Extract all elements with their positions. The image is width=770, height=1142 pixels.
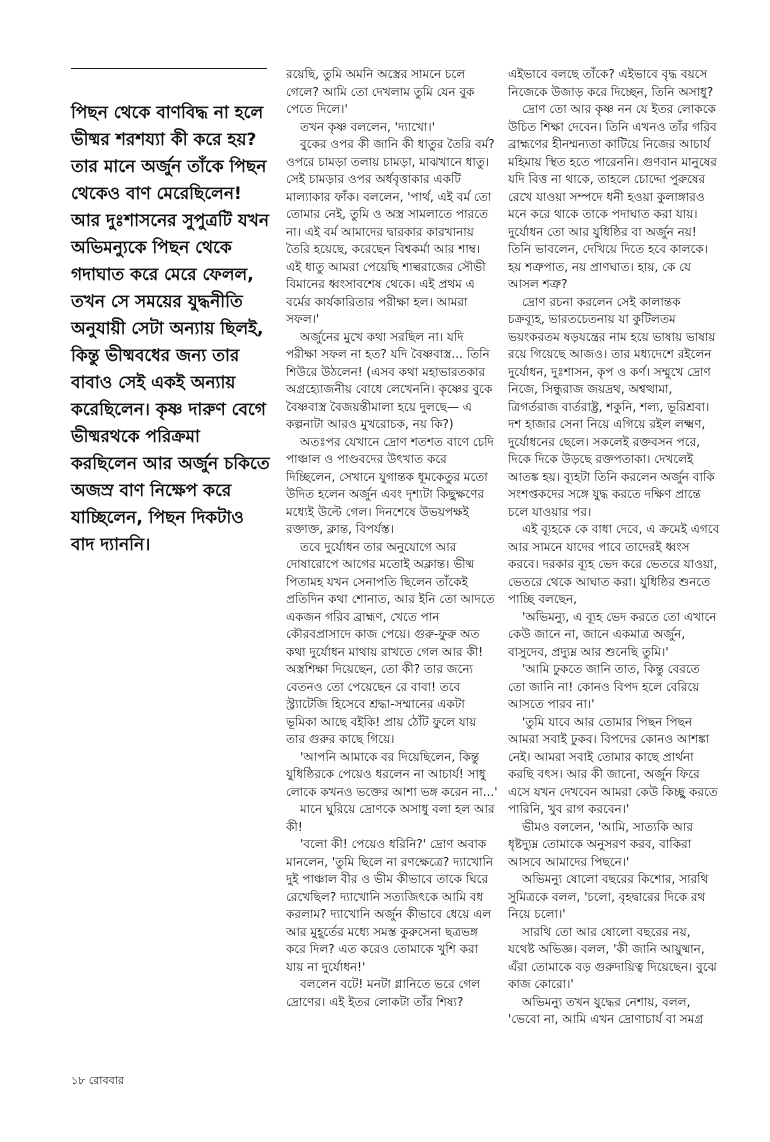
paragraph: তবে দুর্যোধন তার অনুযোগে আর দোষারোপে আগের মতোই অক্লান্ত। ভীষ্ম পিতামহ যখন সেনাপতি ছিলেন তাঁকেই প্রতিদিন কথা শোনাত, আর ইনি তো আদতে একজন গরিব ব্রাহ্মণ, খেতে পান কৌরবপ্রাসাদে কাজ পেয়ে। গুরু-ফুরু অত কথা দুর্যোধন মাথায় রাখতে গেল আর কী! অস্ত্রশিক্ষা দিয়েছেন, তো কী? তার জন্যে বেতনও তো পেয়েছেন রে বাবা! তবে স্ট্র্যাটেজি হিসেবে শ্রদ্ধা-সম্মানের একটা ভূমিকা আছে বইকি! প্রায় ঠোঁট ফুলে যায় তার গুরুর কাছে গিয়ে। (286, 539, 495, 746)
paragraph: ভীমও বললেন, 'আমি, সাত্যকি আর ধৃষ্টদ্যুম্ন তোমাকে অনুসরণ করব, বাকিরা আসবে আমাদের পিছনে।' (508, 819, 694, 869)
article-column-2 (508, 66, 720, 1029)
paragraph: বুকের ওপর কী জানি কী ধাতুর তৈরি বর্ম? ওপরে চামড়া তলায় চামড়া, মাঝখানে ধাতু। সেই চামড়ার ওপর অর্ধবৃত্তাকার একটি মাল্যাকার ফাঁক। বললেন, 'পার্থ, এই বর্ম তো তোমার নেই, তুমি ও অস্ত্র সামলাতে পারতে না। এই বর্ম আমাদের দ্বারকার কারখানায় তৈরি হয়েছে, করেছেন বিশ্বকর্মা আর শাম্ব। এই ধাতু আমরা পেয়েছি শাল্বরাজের সৌভী বিমানের ধ্বংসাবশেষ থেকে। এই প্রথম এ বর্মের কার্যকারিতার পরীক্ষা হল। আমরা সফল।' (286, 137, 495, 326)
paragraph: 'বলো কী! পেয়েও ধরিনি?' দ্রোণ অবাক মানলেন, 'তুমি ছিলে না রণক্ষেত্রে? দ্যাখোনি দুই পাঞ্চাল বীর ও ভীম কীভাবে তাকে ঘিরে রেখেছিল? দ্যাখোনি সত্যজিৎকে আমি বধ করলাম? দ্যাখোনি অর্জুন কীভাবে ধেয়ে এল আর মুহূর্তের মধ্যে সমস্ত কুরুসেনা ছত্রভঙ্গ করে দিল? এত করেও তোমাকে খুশি করা যায় না দুর্যোধন!' (286, 837, 494, 974)
paragraph: অভিমন্যু তখন যুদ্ধের নেশায়, বলল, 'ভেবো না, আমি এখন দ্রোণাচার্য বা সমগ্র (508, 994, 704, 1026)
paragraph: অতঃপর যেখানে দ্রোণ শতশত বাণে চেদি পাঞ্চাল ও পাণ্ডবদের উৎখাত করে দিচ্ছিলেন, সেখানে যুগান্তক ধূমকেতুর মতো উদিত হলেন অর্জুন এবং দৃশ্যটা কিছুক্ষণের মধ্যেই উল্টে গেল। দিনশেষে উভয়পক্ষই রক্তাক্ত, ক্লান্ত, বিপর্যস্ত। (286, 434, 494, 536)
paragraph: 'আমি ঢুকতে জানি তাত, কিন্তু বেরতে তো জানি না! কোনও বিপদ হলে বেরিয়ে আসতে পারব না।' (508, 662, 700, 711)
paragraph: অভিমন্যু ষোলো বছরের কিশোর, সারথি সুমিত্রকে বলল, 'চলো, বৃহদ্বারের দিকে রথ নিয়ে চলো।' (508, 872, 709, 921)
paragraph: দ্রোণ রচনা করলেন সেই কালান্তক চক্রব্যূহ, ভারতচেতনায় যা কুটিলতম ভয়ংকরতম ষড়যন্ত্রের নাম হয়ে ভাষায় ভাষায় রয়ে গিয়েছে আজও। তার মধ্যদেশে রইলেন দুর্যোধন, দুঃশাসন, কৃপ ও কর্ণ। সম্মুখে দ্রোণ নিজে, সিন্ধুরাজ জয়দ্রথ, অশ্বত্থামা, ত্রিগর্তরাজ বার্তরাষ্ট্র, শকুনি, শল্য, ভূরিশ্রবা। দশ হাজার সেনা নিয়ে এগিয়ে রইল লক্ষ্মণ, দুর্যোধনের ছেলে। সকলেই রক্তবসন পরে, দিকে দিকে উড়ছে রক্তপতাকা। দেখলেই আতঙ্ক হয়। ব্যূহটা তিনি করলেন অর্জুন বাকি সংশপ্তকদের সঙ্গে যুদ্ধ করতে দক্ষিণ প্রান্তে চলে যাওয়ার পর। (508, 294, 716, 519)
paragraph: অর্জুনের মুখে কথা সরছিল না। যদি পরীক্ষা সফল না হত? যদি বৈষ্ণবাস্ত্র... তিনি শিউরে উঠলেন! (এসব কথা মহাভারতকার অগ্রহ্যোজনীয় বোধে লেখেননি। কৃষ্ণের বুকে বৈষ্ণবাস্ত্র বৈজয়ন্তীমালা হয়ে দুলছে— এ কল্পনাটা আরও মুখরোচক, নয় কি?) (286, 329, 493, 431)
page-number-footer: ১৮ রোববার (71, 1074, 124, 1087)
paragraph: 'অভিমন্যু, এ ব্যূহ ভেদ করতে তো এখানে কেউ জানে না, জানে একমাত্র অর্জুন, বাসুদেব, প্রদ্যুম্ন আর শুনেছি তুমি।' (508, 609, 717, 659)
pull-quote: পিছন থেকে বাণবিদ্ধ না হলে ভীষ্মর শরশয্যা কী করে হয়? তার মানে অর্জুন তাঁকে পিছন থেকেও বাণ মেরেছিলেন! আর দুঃশাসনের সুপুত্রটি যখন অভিমন্যুকে পিছন থেকে গদাঘাত করে মেরে ফেলল, তখন সে সময়ের যুদ্ধনীতি অনুযায়ী সেটা অন্যায় ছিলই, কিন্তু ভীষ্মবধের জন্য তার বাবাও সেই একই অন্যায় করেছিলেন। কৃষ্ণ দারুণ বেগে ভীষ্মরথকে পরিক্রমা করছিলেন আর অর্জুন চকিতে অজস্র বাণ নিক্ষেপ করে যাচ্ছিলেন, পিছন দিকটাও বাদ দ্যাননি। (71, 103, 270, 555)
paragraph: মানে ঘুরিয়ে দ্রোণকে অসাধু বলা হল আর কী! (286, 802, 495, 834)
paragraph: সারথি তো আর ষোলো বছরের নয়, যথেষ্ট অভিজ্ঞ। বলল, 'কী জানি আয়ুষ্মান, এঁরা তোমাকে বড় গুরুদায়িত্ব দিয়েছেন। বুঝে কাজ কোরো।' (508, 924, 717, 991)
paragraph: এই ব্যূহকে কে বাধা দেবে, এ ক্রমেই এগবে আর সামনে যাদের পাবে তাদেরই ধ্বংস করবে। দরকার ব্যূহ ভেদ করে ভেতরে যাওয়া, ভেতরে থেকে আঘাত করা। যুধিষ্ঠির শুনতে পাচ্ছি বলছেন, (508, 522, 720, 606)
paragraph: বললেন বটে! মনটা গ্লানিতে ভরে গেল দ্রোণের। এই ইতর লোকটা তাঁর শিষ্য? (286, 977, 481, 1009)
article-column-1 (286, 66, 498, 1011)
paragraph: 'আপনি আমাকে বর দিয়েছিলেন, কিন্তু যুধিষ্ঠিরকে পেয়েও ধরলেন না আচার্য! সাধু লোকে কখনও ভক্তের আশা ভঙ্গ করেন না...' (286, 749, 498, 799)
paragraph: তখন কৃষ্ণ বললেন, 'দ্যাখো।' (300, 119, 436, 134)
paragraph: এইভাবে বলছে তাঁকে? এইভাবে বৃদ্ধ বয়সে নিজেকে উজাড় করে দিচ্ছেন, তিনি অসাধু? (508, 67, 714, 99)
paragraph: 'তুমি যাবে আর তোমার পিছন পিছন আমরা সবাই ঢুকব। বিপদের কোনও আশঙ্কা নেই। আমরা সবাই তোমার কাছে প্রার্থনা করছি বৎস। আর কী জানো, অর্জুন ফিরে এসে যখন দেখবেন আমরা কেউ কিচ্ছু করতে পারিনি, খুব রাগ করবেন।' (508, 714, 718, 816)
paragraph: রয়েছি, তুমি অমনি অস্ত্রের সামনে চলে গেলে? আমি তো দেখলাম তুমি যেন বুক পেতে দিলে।' (286, 67, 475, 116)
pull-quote-rule (71, 68, 267, 69)
paragraph: দ্রোণ তো আর কৃষ্ণ নন যে ইতর লোককে উচিত শিক্ষা দেবেন। তিনি এখনও তাঁর গরিব ব্রাহ্মণের হীনম্মন্যতা কাটিয়ে নিজের আচার্য মহিমায় স্থিত হতে পারেননি। গুণবান মানুষের যদি বিত্ত না থাকে, তাহলে চোদ্দো পুরুষের রেখে যাওয়া সম্পদে ধনী হওয়া কুলাঙ্গারও মনে করে থাকে তাকে পদাঘাত করা যায়। দুর্যোধন তো আর যুধিষ্ঠির বা অর্জুন নয়! তিনি ভাবলেন, দেখিয়ে দিতে হবে কালকে। হয় শত্রুপাত, নয় প্রাণঘাত। হায়, কে যে আসল শত্রু? (508, 102, 717, 291)
